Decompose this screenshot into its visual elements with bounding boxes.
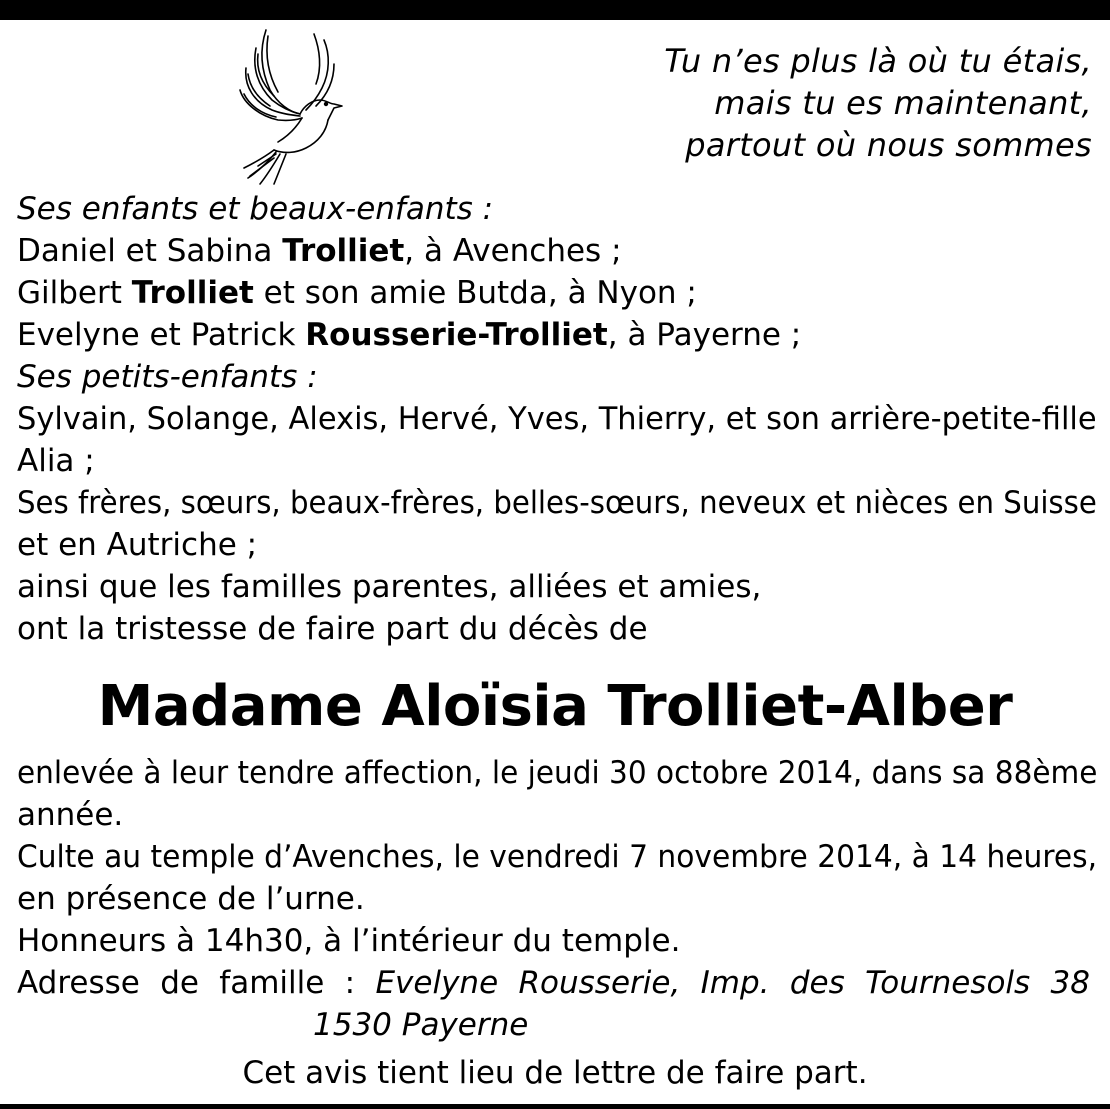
children-heading: Ses enfants et beaux-enfants : [17, 191, 494, 227]
families-line: ainsi que les familles parentes, alliées et amies, [17, 569, 762, 605]
grandchildren-heading: Ses petits-enfants : [17, 359, 318, 395]
epigraph-quote [664, 40, 1092, 166]
address-label-word: de [160, 965, 199, 1001]
service-details [17, 752, 1097, 1046]
closing-note: Cet avis tient lieu de lettre de faire part. [242, 1055, 868, 1091]
child-entry-text: Daniel et Sabina [17, 233, 283, 269]
top-border-rule [0, 0, 1110, 20]
address-label-word: famille [219, 965, 325, 1001]
death-line: année. [17, 797, 124, 833]
epigraph-line: mais tu es maintenant, [714, 84, 1092, 122]
service-line: en présence de l’urne. [17, 881, 365, 917]
family-address-line [17, 962, 1090, 1004]
child-entry [17, 272, 1097, 314]
epigraph-line: Tu n’es plus là où tu étais, [664, 42, 1092, 80]
child-entry-text: Gilbert [17, 275, 132, 311]
address-value-word: Imp. [700, 965, 770, 1001]
grandchildren-line: Alia ; [17, 443, 95, 479]
siblings-line: et en Autriche ; [17, 527, 258, 563]
address-label-word: : [344, 965, 356, 1001]
address-value-word: Evelyne [375, 965, 499, 1001]
address-value-word: Tournesols [865, 965, 1031, 1001]
address-value-word: 38 [1050, 965, 1090, 1001]
bottom-border-rule [0, 1104, 1110, 1109]
family-list [17, 188, 1097, 650]
death-line: enlevée à leur tendre affection, le jeudi 30 octobre 2014, dans sa 88ème [17, 755, 1098, 791]
address-label-word: Adresse [17, 965, 140, 1001]
dove-icon [238, 28, 368, 186]
address-value-word: Rousserie, [518, 965, 681, 1001]
child-entry [17, 230, 1097, 272]
grandchildren-line: Sylvain, Solange, Alexis, Hervé, Yves, Thierry, et son arrière-petite-fille [17, 401, 1097, 437]
deceased-name: Madame Aloïsia Trolliet-Alber [97, 674, 1013, 739]
announcement-line: ont la tristesse de faire part du décès de [17, 611, 648, 647]
honours-line: Honneurs à 14h30, à l’intérieur du temple. [17, 923, 681, 959]
child-entry-text: , à Avenches ; [404, 233, 622, 269]
address-city: 1530 Payerne [313, 1007, 529, 1043]
child-entry-text: , à Payerne ; [607, 317, 802, 353]
address-value-word: des [789, 965, 845, 1001]
child-entry-text: et son amie Butda, à Nyon ; [253, 275, 697, 311]
siblings-line: Ses frères, sœurs, beaux-frères, belles-sœurs, neveux et nièces en Suisse [17, 485, 1097, 521]
child-entry [17, 314, 1097, 356]
child-surname: Trolliet [131, 275, 254, 311]
child-surname: Trolliet [282, 233, 405, 269]
child-entry-text: Evelyne et Patrick [17, 317, 306, 353]
child-surname: Rousserie-Trolliet [305, 317, 608, 353]
service-line: Culte au temple d’Avenches, le vendredi 7 novembre 2014, à 14 heures, [17, 839, 1098, 875]
epigraph-line: partout où nous sommes [685, 126, 1092, 164]
